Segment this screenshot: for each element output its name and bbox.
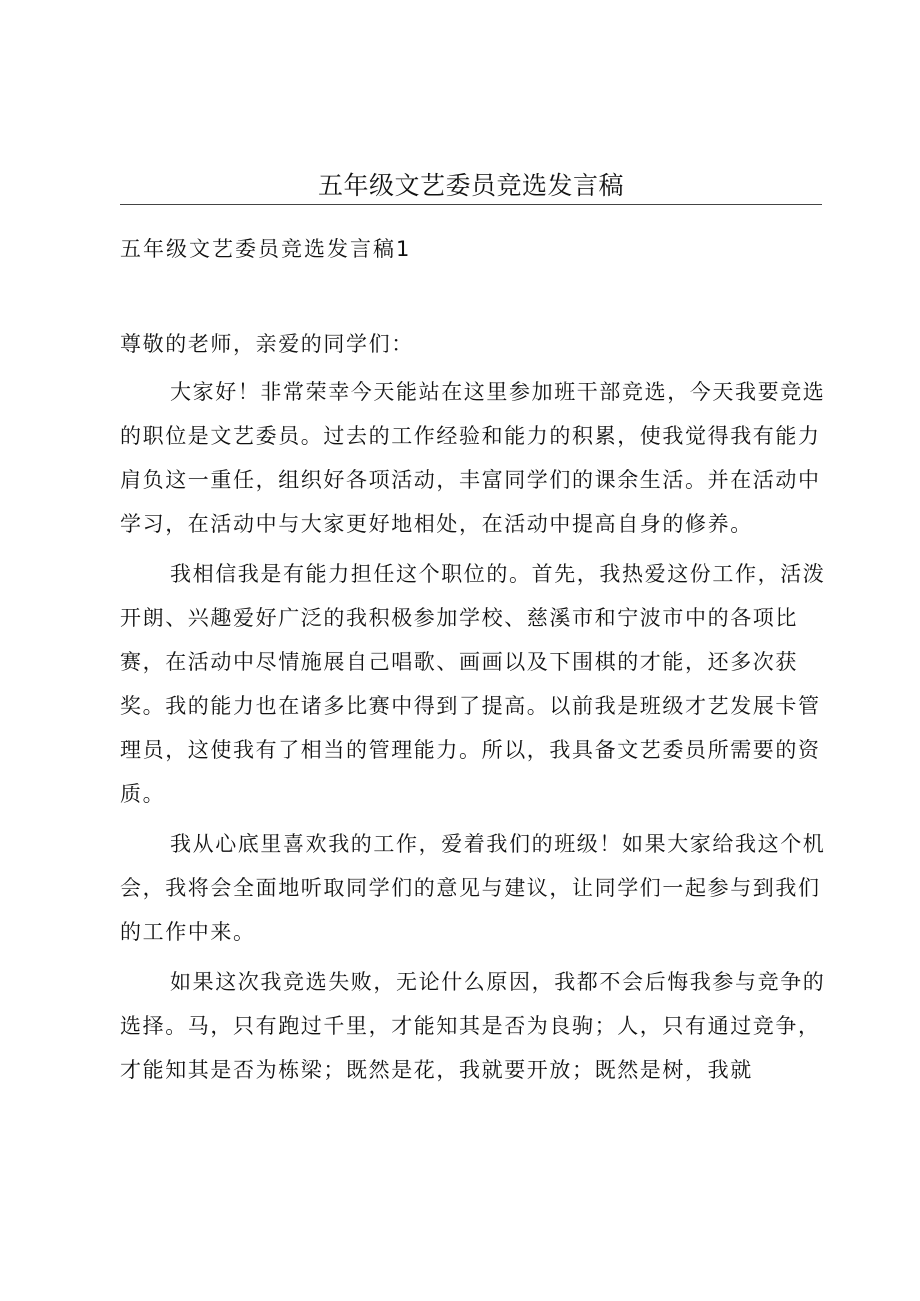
- section-heading: 五年级文艺委员竞选发言稿1: [120, 237, 412, 261]
- paragraph-4: 如果这次我竞选失败，无论什么原因，我都不会后悔我参与竞争的选择。马，只有跑过千里，才能知其是否为良驹；人，只有通过竞争，才能知其是否为栋梁；既然是花，我就要开放；既然是树，我就: [120, 970, 826, 1082]
- paragraph-3: 我从心底里喜欢我的工作，爱着我们的班级！如果大家给我这个机会，我将会全面地听取同学们的意见与建议，让同学们一起参与到我们的工作中来。: [120, 832, 826, 944]
- document-body: [120, 322, 826, 1098]
- paragraph-1: 大家好！非常荣幸今天能站在这里参加班干部竞选，今天我要竞选的职位是文艺委员。过去的工作经验和能力的积累，使我觉得我有能力肩负这一重任，组织好各项活动，丰富同学们的课余生活。并在活动中学习，在活动中与大家更好地相处，在活动中提高自身的修养。: [120, 380, 826, 536]
- greeting-line: 尊敬的老师，亲爱的同学们：: [120, 332, 414, 356]
- title-divider: [120, 204, 822, 205]
- paragraph-2: 我相信我是有能力担任这个职位的。首先，我热爱这份工作，活泼开朗、兴趣爱好广泛的我积极参加学校、慈溪市和宁波市中的各项比赛，在活动中尽情施展自己唱歌、画画以及下围棋的才能，还多次获奖。我的能力也在诸多比赛中得到了提高。以前我是班级才艺发展卡管理员，这使我有了相当的管理能力。所以，我具备文艺委员所需要的资质。: [120, 562, 826, 806]
- document-title: 五年级文艺委员竞选发言稿: [317, 171, 624, 200]
